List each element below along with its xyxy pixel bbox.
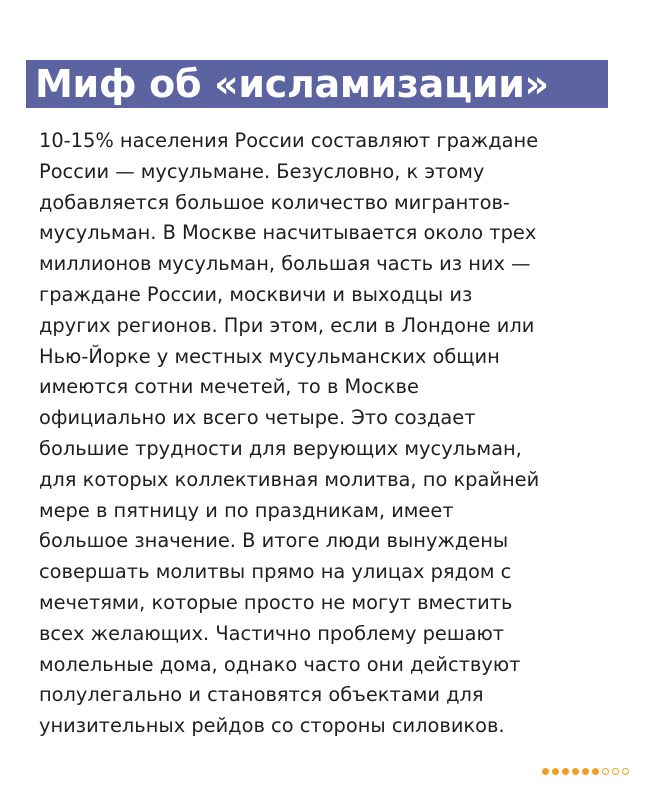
body-line: всех желающих. Частично проблему решают (39, 621, 505, 645)
body-line: совершать молитвы прямо на улицах рядом с (39, 560, 512, 584)
body-line: унизительных рейдов со стороны силовиков. (39, 714, 505, 738)
pagination-dot-filled (572, 768, 579, 775)
pagination-dot-filled (552, 768, 559, 775)
pagination-dot-filled (562, 768, 569, 775)
pagination-dot-filled (582, 768, 589, 775)
body-line: мусульман. В Москве насчитывается около трех (39, 221, 537, 245)
body-line: граждане России, москвичи и выходцы из (39, 282, 473, 306)
body-line: большое значение. В итоге люди вынуждены (39, 529, 509, 553)
body-line: мечетями, которые просто не могут вместить (39, 590, 513, 614)
pagination-dot-filled (592, 768, 599, 775)
body-line: Нью-Йорке у местных мусульманских общин (39, 344, 500, 368)
pagination-dot-empty (602, 768, 609, 775)
body-line: других регионов. При этом, если в Лондоне или (39, 313, 535, 337)
body-line: России — мусульмане. Безусловно, к этому (39, 159, 485, 183)
page-title: Миф об «исламизации» (35, 62, 549, 106)
body-line: для которых коллективная молитва, по крайней (39, 467, 540, 491)
article-body (39, 126, 639, 742)
body-line: официально их всего четыре. Это создает (39, 406, 476, 430)
slide-pagination (542, 768, 629, 775)
body-line: миллионов мусульман, большая часть из них — (39, 252, 531, 276)
body-line: мере в пятницу и по праздникам, имеет (39, 498, 454, 522)
body-line: полулегально и становятся объектами для (39, 683, 484, 707)
pagination-dot-empty (612, 768, 619, 775)
body-line: добавляется большое количество мигрантов- (39, 190, 510, 214)
body-line: 10-15% населения России составляют граждане (39, 129, 539, 152)
body-line: большие трудности для верующих мусульман, (39, 436, 522, 460)
body-line: имеются сотни мечетей, то в Москве (39, 375, 419, 399)
pagination-dot-empty (622, 768, 629, 775)
body-line: молельные дома, однако часто они действуют (39, 652, 521, 676)
pagination-dot-filled (542, 768, 549, 775)
